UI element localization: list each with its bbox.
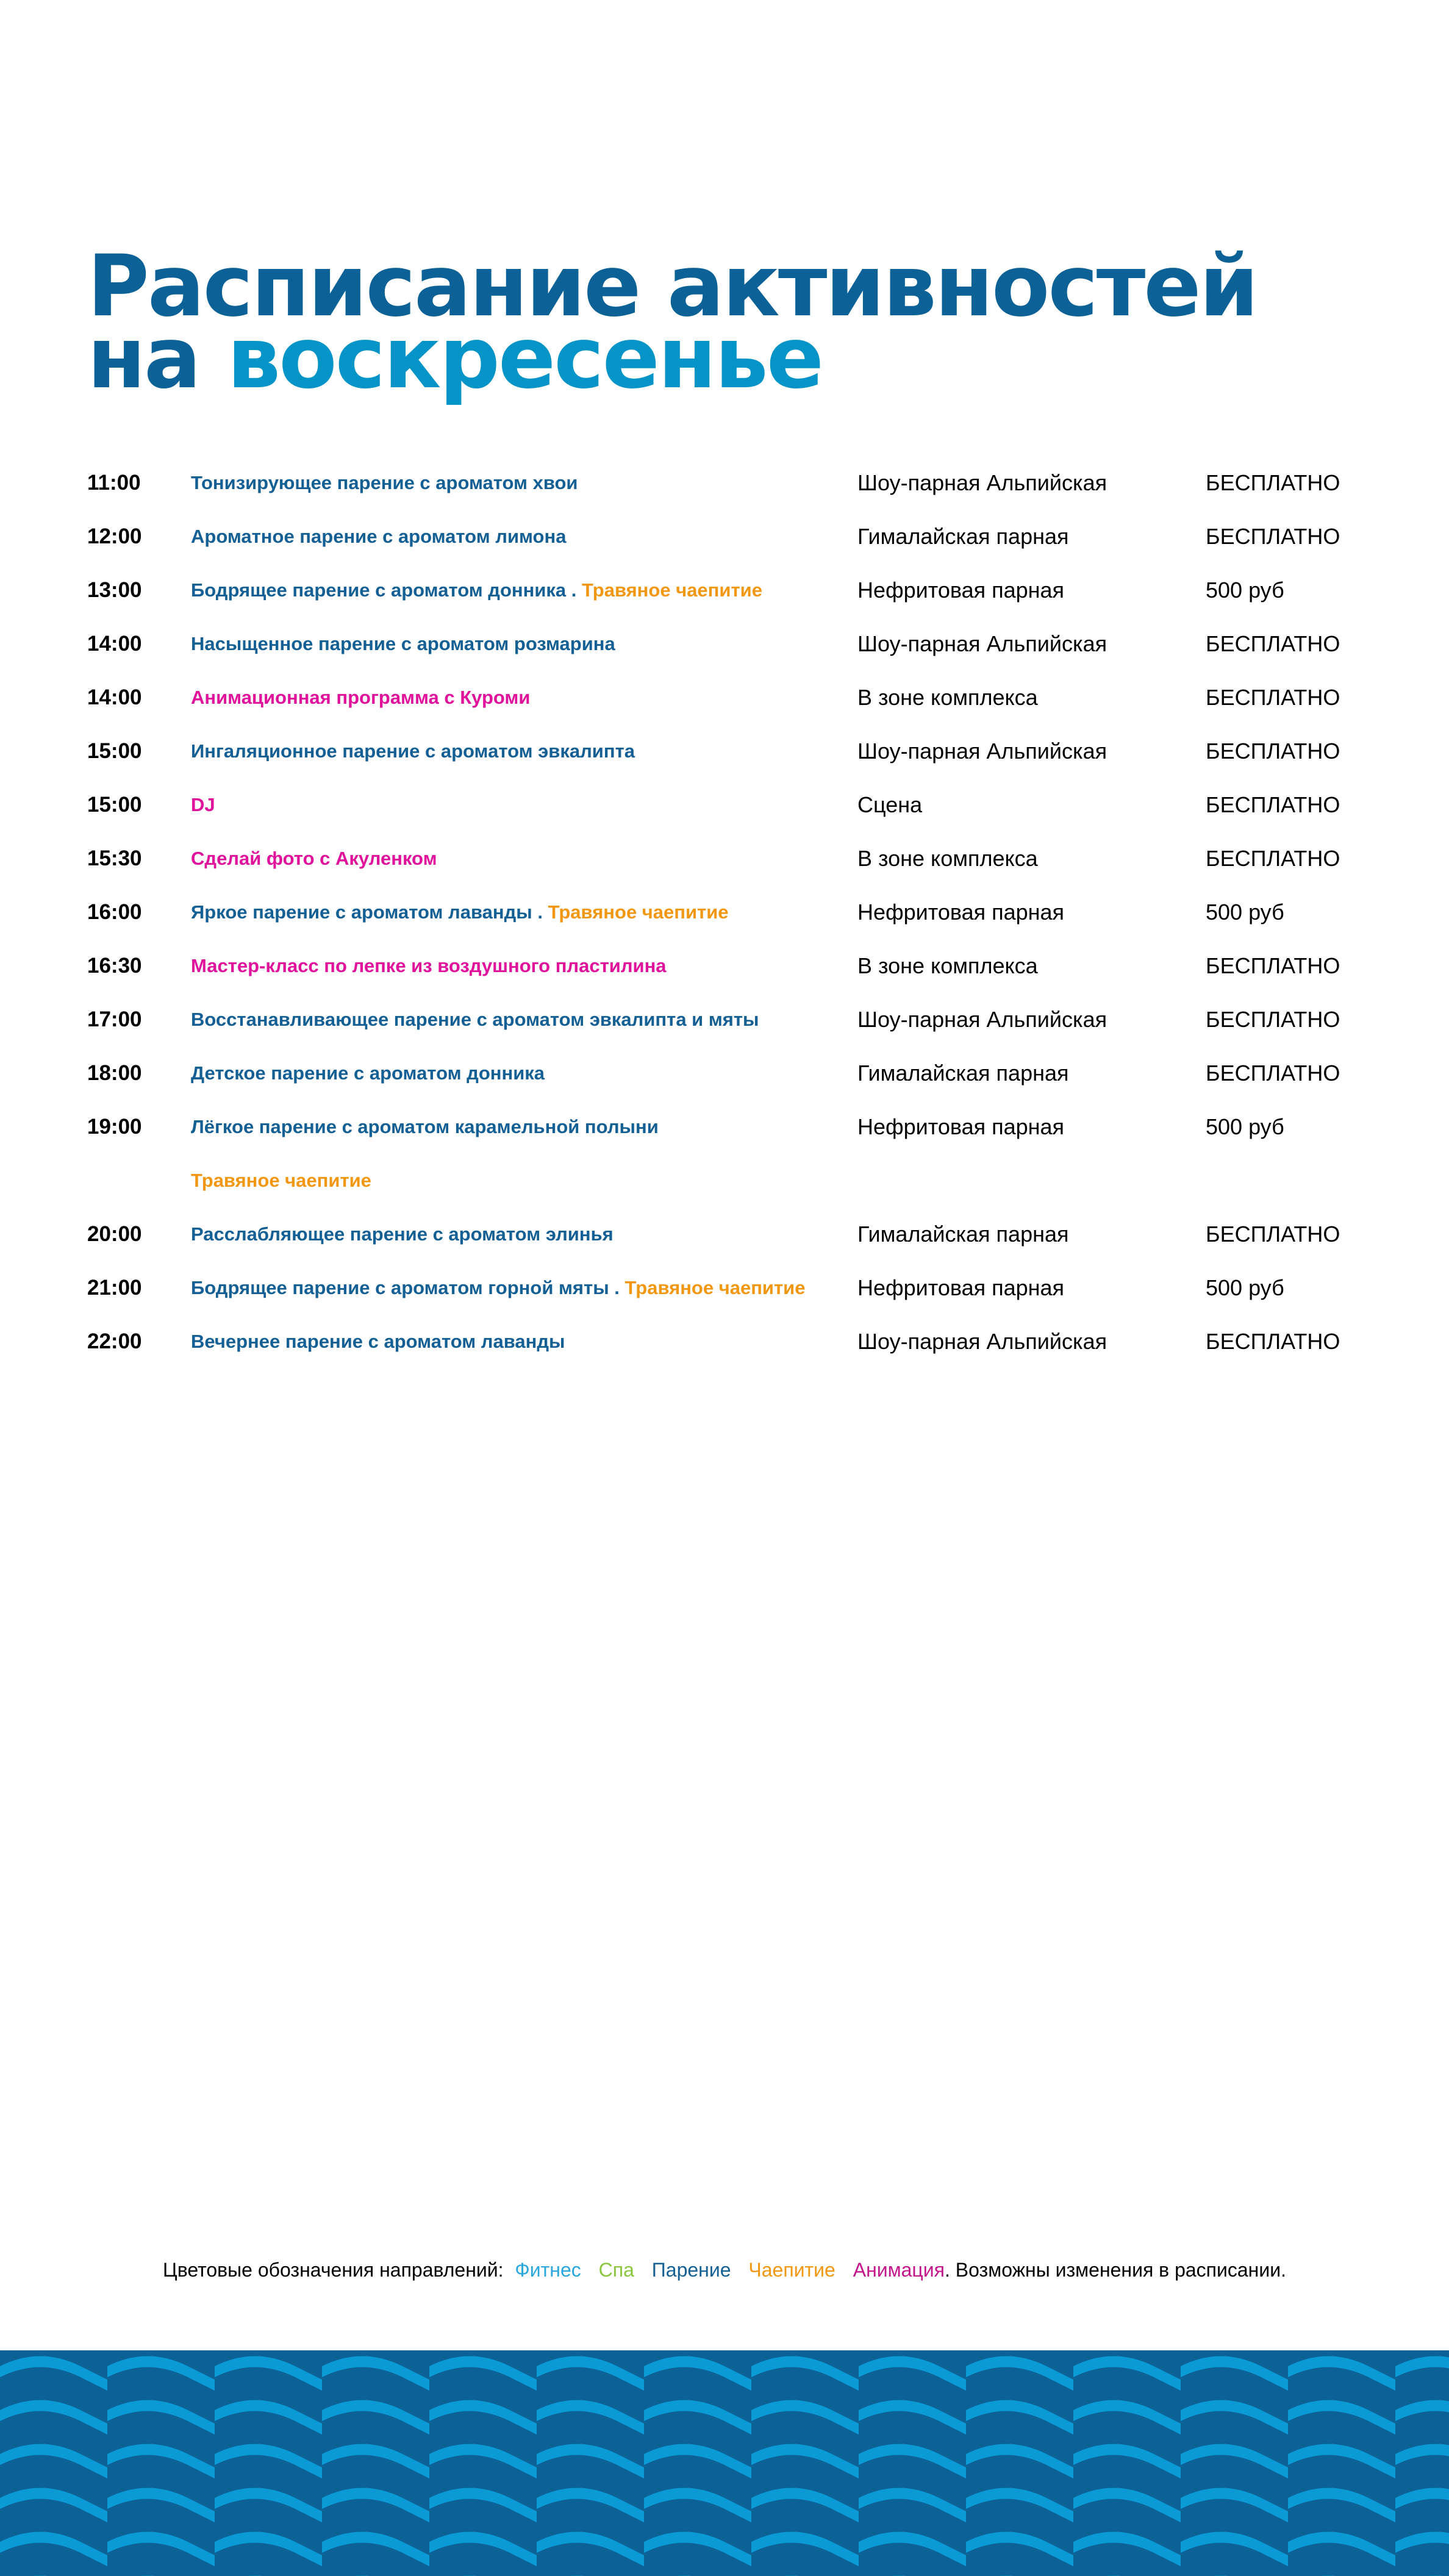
title-line-2-prefix: на	[87, 309, 227, 407]
schedule-time: 21:00	[87, 1276, 142, 1300]
title-accent-day: воскресенье	[227, 309, 823, 407]
schedule-price: 500 руб	[1206, 578, 1284, 603]
schedule-activity-cell	[191, 1055, 545, 1092]
legend-suffix: . Возможны изменения в расписании.	[944, 2259, 1286, 2281]
activity-separator: .	[609, 1277, 625, 1298]
schedule-place: В зоне комплекса	[857, 685, 1038, 710]
schedule-row	[0, 1323, 1449, 1360]
schedule-activity-cell	[191, 894, 729, 931]
activity-separator: .	[566, 579, 582, 601]
schedule-place: Гималайская парная	[857, 524, 1069, 549]
schedule-activity-cell	[191, 1270, 805, 1306]
schedule-time: 12:00	[87, 524, 142, 548]
schedule-time: 15:00	[87, 793, 142, 817]
schedule-price: БЕСПЛАТНО	[1206, 1222, 1340, 1247]
schedule-place: Нефритовая парная	[857, 900, 1065, 925]
schedule-activity: Анимационная программа с Куроми	[191, 687, 531, 708]
schedule-row	[0, 787, 1449, 823]
schedule-place: Гималайская парная	[857, 1061, 1069, 1086]
schedule-price: БЕСПЛАТНО	[1206, 470, 1340, 495]
schedule-activity-extra: Травяное чаепитие	[624, 1277, 806, 1298]
schedule-time: 22:00	[87, 1329, 142, 1353]
schedule-activity-cell	[191, 626, 615, 662]
schedule-activity-cell	[191, 733, 635, 770]
schedule-activity: DJ	[191, 794, 215, 815]
schedule-price: БЕСПЛАТНО	[1206, 953, 1340, 978]
schedule-time: 20:00	[87, 1222, 142, 1246]
schedule-time: 15:00	[87, 739, 142, 763]
schedule-place: Шоу-парная Альпийская	[857, 739, 1107, 764]
schedule-price: БЕСПЛАТНО	[1206, 631, 1340, 656]
schedule-time: 18:00	[87, 1061, 142, 1085]
schedule-place: Нефритовая парная	[857, 1275, 1065, 1300]
schedule-activity-cell	[191, 948, 667, 984]
schedule-price: БЕСПЛАТНО	[1206, 685, 1340, 710]
schedule-activity-cell	[191, 1109, 659, 1145]
schedule-place: Сцена	[857, 792, 923, 817]
schedule-time: 17:00	[87, 1007, 142, 1031]
schedule-activity-cell	[191, 1001, 759, 1038]
schedule-row	[0, 1216, 1449, 1253]
schedule-place: Шоу-парная Альпийская	[857, 1329, 1107, 1354]
schedule-activity-cell	[191, 840, 437, 877]
schedule-row	[0, 518, 1449, 555]
schedule-row	[0, 1001, 1449, 1038]
schedule-time: 16:00	[87, 900, 142, 924]
schedule-activity: Ингаляционное парение с ароматом эвкалипта	[191, 740, 635, 762]
schedule-time: 19:00	[87, 1115, 142, 1139]
schedule-activity-cell	[191, 1216, 614, 1253]
schedule-activity: Насыщенное парение с ароматом розмарина	[191, 633, 615, 654]
schedule-activity-cell	[191, 518, 566, 555]
schedule-row	[0, 572, 1449, 609]
schedule-row	[0, 1109, 1449, 1145]
schedule-activity: Сделай фото с Акуленком	[191, 848, 437, 869]
activity-separator: .	[532, 901, 548, 923]
schedule-time: 16:30	[87, 954, 142, 978]
schedule-row	[0, 894, 1449, 931]
schedule-activity: Тонизирующее парение с ароматом хвои	[191, 472, 578, 493]
schedule-place: В зоне комплекса	[857, 953, 1038, 978]
legend-fitness: Фитнес	[515, 2259, 581, 2281]
schedule-activity: Восстанавливающее парение с ароматом эвкалипта и мяты	[191, 1009, 759, 1030]
wave-pattern-footer	[0, 2350, 1449, 2576]
schedule-row	[0, 626, 1449, 662]
schedule-price: БЕСПЛАТНО	[1206, 1329, 1340, 1354]
schedule-price: 500 руб	[1206, 1275, 1284, 1300]
schedule-activity-cell	[191, 787, 215, 823]
schedule-row	[0, 840, 1449, 877]
schedule-place: Нефритовая парная	[857, 578, 1065, 603]
schedule-activity-cell	[191, 572, 762, 609]
schedule-place: Шоу-парная Альпийская	[857, 631, 1107, 656]
schedule-time: 15:30	[87, 846, 142, 870]
schedule-activity-cell	[191, 1323, 565, 1360]
schedule-activity: Вечернее парение с ароматом лаванды	[191, 1331, 565, 1352]
legend-tea: Чаепитие	[748, 2259, 835, 2281]
schedule-place: В зоне комплекса	[857, 846, 1038, 871]
schedule-place: Нефритовая парная	[857, 1114, 1065, 1139]
schedule-row	[0, 679, 1449, 716]
color-legend	[0, 2255, 1449, 2284]
legend-animation: Анимация	[853, 2259, 945, 2281]
schedule-activity: Ароматное парение с ароматом лимона	[191, 526, 567, 547]
schedule-place: Шоу-парная Альпийская	[857, 470, 1107, 495]
schedule-activity-extra: Травяное чаепитие	[548, 901, 729, 923]
schedule-activity: Бодрящее парение с ароматом горной мяты	[191, 1277, 609, 1298]
schedule-activity-cell	[191, 679, 530, 716]
schedule-time: 11:00	[87, 471, 141, 495]
schedule-place: Шоу-парная Альпийская	[857, 1007, 1107, 1032]
schedule-time: 14:00	[87, 632, 142, 656]
schedule-price: БЕСПЛАТНО	[1206, 1061, 1340, 1086]
schedule-activity: Детское парение с ароматом донника	[191, 1062, 545, 1084]
schedule-price: БЕСПЛАТНО	[1206, 524, 1340, 549]
schedule-price: 500 руб	[1206, 900, 1284, 925]
schedule-activity: Расслабляющее парение с ароматом элинья	[191, 1223, 614, 1245]
schedule-price: БЕСПЛАТНО	[1206, 846, 1340, 871]
schedule-row	[0, 1270, 1449, 1306]
schedule-activity-extra: Травяное чаепитие	[582, 579, 762, 601]
schedule-activity: Яркое парение с ароматом лаванды	[191, 901, 532, 923]
schedule-place: Гималайская парная	[857, 1222, 1069, 1247]
schedule-price: БЕСПЛАТНО	[1206, 792, 1340, 817]
schedule-row	[0, 733, 1449, 770]
legend-prefix: Цветовые обозначения направлений:	[163, 2259, 504, 2281]
schedule-activity: Бодрящее парение с ароматом донника	[191, 579, 567, 601]
schedule-activity: Лёгкое парение с ароматом карамельной полыни	[191, 1116, 659, 1137]
schedule-activity-cell	[191, 1162, 371, 1199]
schedule-time: 14:00	[87, 685, 142, 709]
schedule-price: БЕСПЛАТНО	[1206, 1007, 1340, 1032]
schedule-row	[0, 948, 1449, 984]
schedule-time: 13:00	[87, 578, 142, 602]
schedule-activity: Травяное чаепитие	[191, 1170, 371, 1191]
schedule-row	[0, 1055, 1449, 1092]
schedule-price: БЕСПЛАТНО	[1206, 739, 1340, 764]
schedule-activity-cell	[191, 465, 578, 501]
schedule-price: 500 руб	[1206, 1114, 1284, 1139]
schedule-activity: Мастер-класс по лепке из воздушного пластилина	[191, 955, 667, 976]
title-line-1: Расписание активностей	[87, 237, 1258, 335]
schedule-row	[0, 465, 1449, 501]
page-title	[87, 237, 1258, 407]
schedule-row	[0, 1162, 1449, 1199]
legend-steam: Парение	[651, 2259, 731, 2281]
legend-spa: Спа	[598, 2259, 634, 2281]
